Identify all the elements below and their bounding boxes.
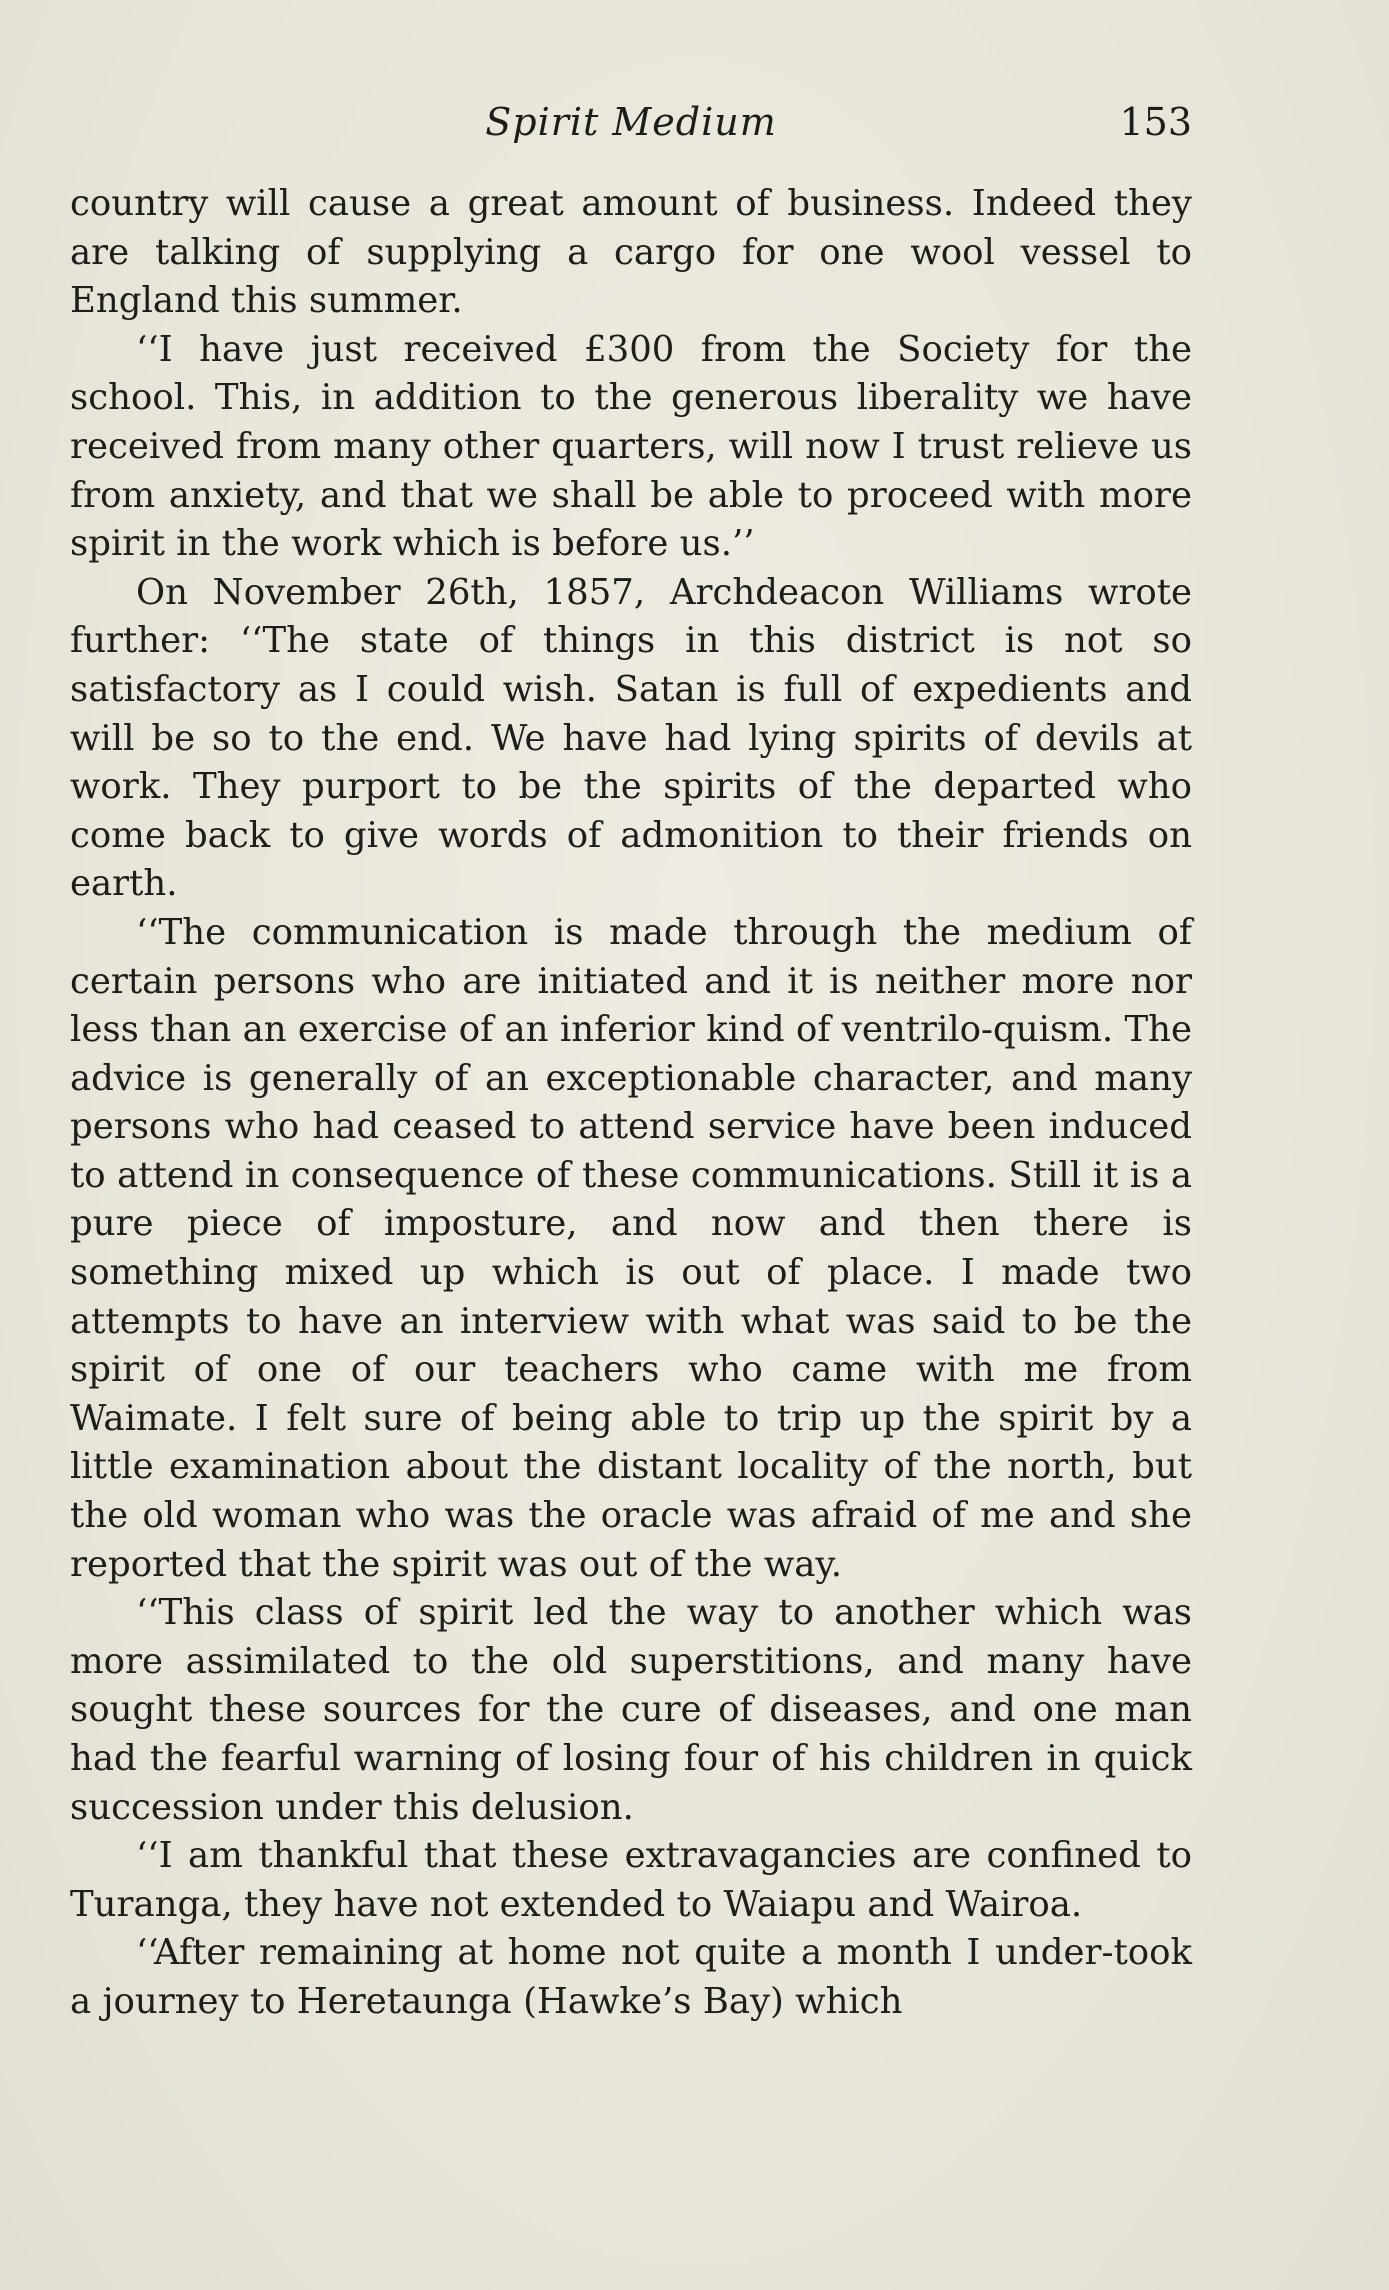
paragraph-7: ‘‘After remaining at home not quite a month I under-took a journey to Heretaunga (Hawke’s Bay) which bbox=[70, 1932, 1192, 2022]
paragraph-2: ‘‘I have just received £300 from the Society for the school. This, in addition to the generous liberality we have received from many other quarters, will now I trust relieve us from anxiety, and that we shall be able to proceed with more spirit in the work which is before us.’’ bbox=[70, 328, 1192, 565]
paragraph-1: country will cause a great amount of business. Indeed they are talking of supplying a cargo for one wool vessel to England this summer. bbox=[70, 183, 1192, 322]
paragraph-4: ‘‘The communication is made through the medium of certain persons who are initiated and it is neither more nor less than an exercise of an inferior kind of ventrilo-quism. The advice is generally of an exceptionable character, and many persons who had ceased to attend service have been induced to attend in consequence of these communications. Still it is a pure piece of imposture, and now and then there is something mixed up which is out of place. I made two attempts to have an interview with what was said to be the spirit of one of our teachers who came with me from Waimate. I felt sure of being able to trip up the spirit by a little examination about the distant locality of the north, but the old woman who was the oracle was afraid of me and she reported that the spirit was out of the way. bbox=[70, 911, 1192, 1585]
paragraph-3: On November 26th, 1857, Archdeacon Williams wrote further: ‘‘The state of things in this district is not so satisfactory as I could wish. Satan is full of expedients and will be so to the end. We have had lying spirits of devils at work. They purport to be the spirits of the departed who come back to give words of admonition to their friends on earth. bbox=[70, 571, 1192, 905]
running-title: Spirit Medium bbox=[485, 100, 777, 144]
body-text bbox=[70, 180, 1192, 2027]
page-number: 153 bbox=[1119, 100, 1192, 144]
page-header bbox=[70, 100, 1192, 160]
paragraph-6: ‘‘I am thankful that these extravagancies are confined to Turanga, they have not extended to Waiapu and Wairoa. bbox=[70, 1835, 1192, 1925]
paragraph-5: ‘‘This class of spirit led the way to another which was more assimilated to the old superstitions, and many have sought these sources for the cure of diseases, and one man had the fearful warning of losing four of his children in quick succession under this delusion. bbox=[70, 1592, 1192, 1828]
